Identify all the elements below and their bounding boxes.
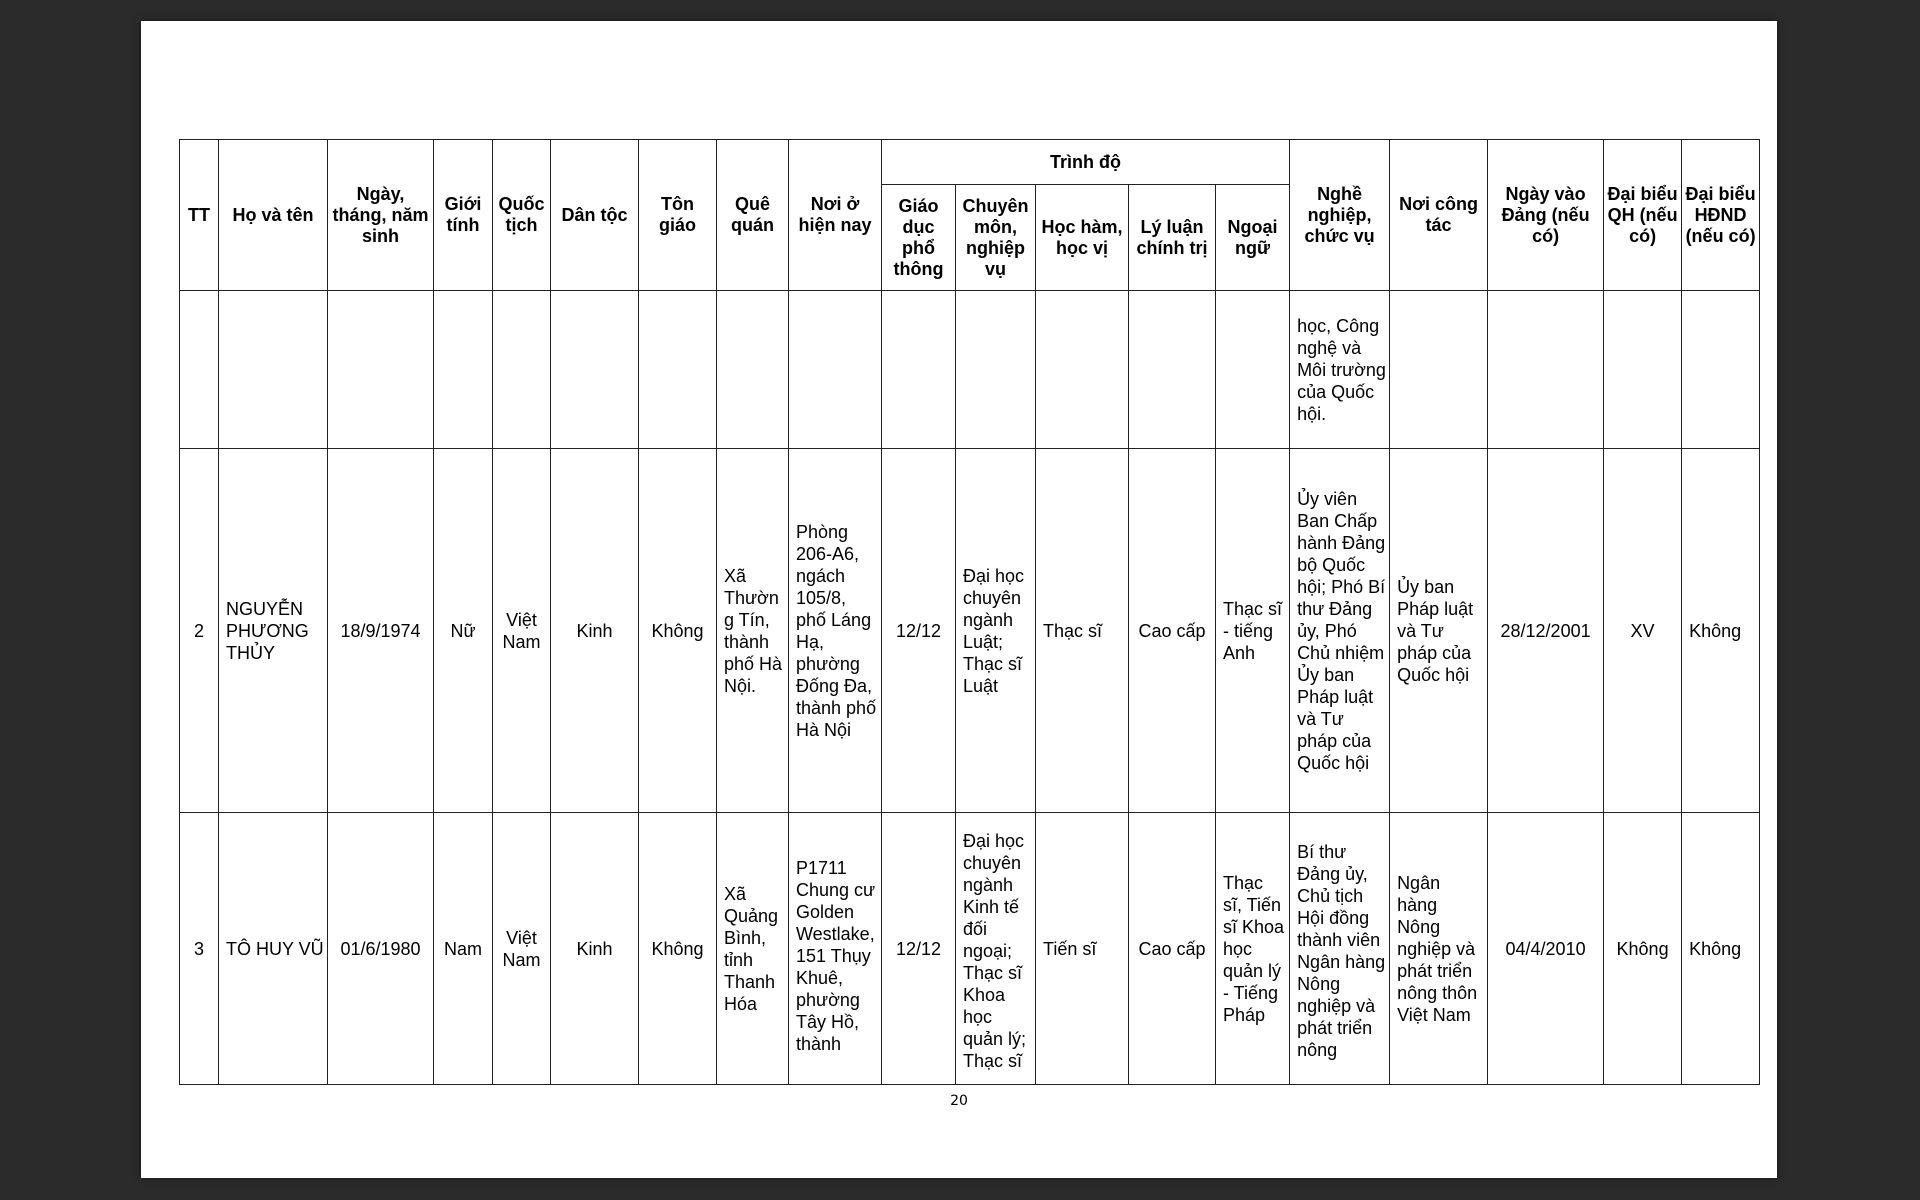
header-ethnicity: Dân tộc — [551, 140, 639, 291]
cell-occupation: Bí thư Đảng ủy, Chủ tịch Hội đồng thành viên Ngân hàng Nông nghiệp và phát triển nông — [1290, 813, 1390, 1085]
cell-na-delegate: XV — [1604, 449, 1682, 813]
cell-residence: Phòng 206-A6, ngách 105/8, phố Láng Hạ, phường Đống Đa, thành phố Hà Nội — [789, 449, 882, 813]
header-name: Họ và tên — [219, 140, 328, 291]
header-gender: Giới tính — [434, 140, 493, 291]
cell-occupation: Ủy viên Ban Chấp hành Đảng bộ Quốc hội; Phó Bí thư Đảng ủy, Phó Chủ nhiệm Ủy ban Pháp luật và Tư pháp của Quốc hội — [1290, 449, 1390, 813]
cell-hometown: Xã Thường Tín, thành phố Hà Nội. — [717, 449, 789, 813]
cell-general-edu: 12/12 — [882, 449, 956, 813]
cell-hometown: Xã Quảng Bình, tỉnh Thanh Hóa — [717, 813, 789, 1085]
cell-degree: Thạc sĩ — [1036, 449, 1129, 813]
cell-name: NGUYỄN PHƯƠNG THỦY — [219, 449, 328, 813]
header-degree: Học hàm, học vị — [1036, 185, 1129, 291]
table-header — [180, 140, 1760, 291]
header-hometown: Quê quán — [717, 140, 789, 291]
cell-dob: 01/6/1980 — [328, 813, 434, 1085]
page-number: 20 — [950, 1093, 968, 1109]
cell-language: Thạc sĩ, Tiến sĩ Khoa học quản lý - Tiếng Pháp — [1216, 813, 1290, 1085]
header-occupation: Nghề nghiệp, chức vụ — [1290, 140, 1390, 291]
header-party-date: Ngày vào Đảng (nếu có) — [1488, 140, 1604, 291]
cell-religion: Không — [639, 449, 717, 813]
cell-na-delegate: Không — [1604, 813, 1682, 1085]
cell-pc-delegate: Không — [1682, 449, 1760, 813]
header-nationality: Quốc tịch — [493, 140, 551, 291]
header-dob: Ngày, tháng, năm sinh — [328, 140, 434, 291]
cell-nationality: Việt Nam — [493, 449, 551, 813]
cell-party-date: 28/12/2001 — [1488, 449, 1604, 813]
cell-political: Cao cấp — [1129, 813, 1216, 1085]
table-row-continuation — [180, 291, 1760, 449]
header-tt: TT — [180, 140, 219, 291]
table-row — [180, 449, 1760, 813]
cell-tt: 3 — [180, 813, 219, 1085]
header-general-edu: Giáo dục phổ thông — [882, 185, 956, 291]
header-residence: Nơi ở hiện nay — [789, 140, 882, 291]
header-education-group: Trình độ — [882, 140, 1290, 185]
cell-residence: P1711 Chung cư Golden Westlake, 151 Thụy Khuê, phường Tây Hồ, thành — [789, 813, 882, 1085]
cell-party-date: 04/4/2010 — [1488, 813, 1604, 1085]
cell-ethnicity: Kinh — [551, 813, 639, 1085]
cell-political: Cao cấp — [1129, 449, 1216, 813]
cell-general-edu: 12/12 — [882, 813, 956, 1085]
cell-gender: Nữ — [434, 449, 493, 813]
cell-specialty: Đại học chuyên ngành Kinh tế đối ngoại; Thạc sĩ Khoa học quản lý; Thạc sĩ — [956, 813, 1036, 1085]
table-row — [180, 813, 1760, 1085]
header-na-delegate: Đại biểu QH (nếu có) — [1604, 140, 1682, 291]
cell-name: TÔ HUY VŨ — [219, 813, 328, 1085]
candidate-table — [179, 139, 1760, 1085]
cell-religion: Không — [639, 813, 717, 1085]
cell-occupation: học, Công nghệ và Môi trường của Quốc hội. — [1290, 291, 1390, 449]
header-specialty: Chuyên môn, nghiệp vụ — [956, 185, 1036, 291]
header-political: Lý luận chính trị — [1129, 185, 1216, 291]
cell-pc-delegate: Không — [1682, 813, 1760, 1085]
cell-degree: Tiến sĩ — [1036, 813, 1129, 1085]
cell-ethnicity: Kinh — [551, 449, 639, 813]
document-page — [141, 21, 1777, 1178]
cell-language: Thạc sĩ - tiếng Anh — [1216, 449, 1290, 813]
header-workplace: Nơi công tác — [1390, 140, 1488, 291]
cell-workplace: Ủy ban Pháp luật và Tư pháp của Quốc hội — [1390, 449, 1488, 813]
table-body — [180, 291, 1760, 1085]
cell-dob: 18/9/1974 — [328, 449, 434, 813]
header-language: Ngoại ngữ — [1216, 185, 1290, 291]
cell-tt: 2 — [180, 449, 219, 813]
cell-gender: Nam — [434, 813, 493, 1085]
cell-specialty: Đại học chuyên ngành Luật; Thạc sĩ Luật — [956, 449, 1036, 813]
header-pc-delegate: Đại biểu HĐND (nếu có) — [1682, 140, 1760, 291]
cell-nationality: Việt Nam — [493, 813, 551, 1085]
cell-workplace: Ngân hàng Nông nghiệp và phát triển nông thôn Việt Nam — [1390, 813, 1488, 1085]
header-religion: Tôn giáo — [639, 140, 717, 291]
